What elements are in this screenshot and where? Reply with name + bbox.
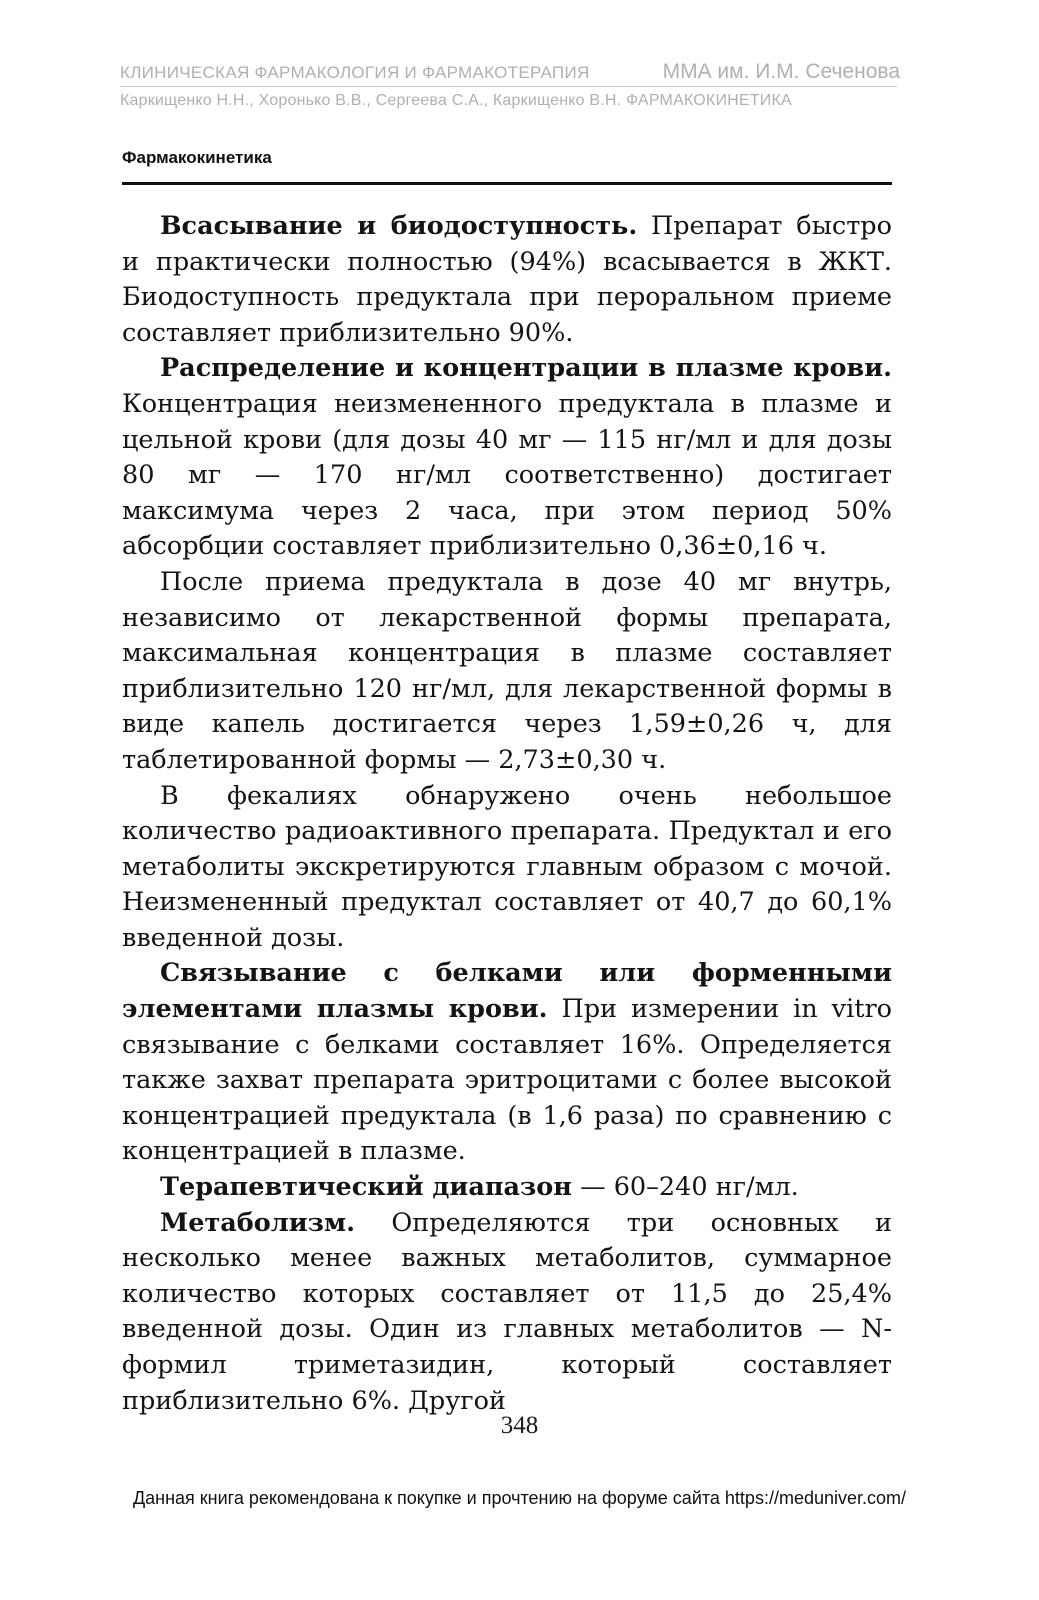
- header-authors: Каркищенко Н.Н., Хоронько В.В., Сергеева С.А., Каркищенко В.Н. ФАРМАКОКИНЕТИКА: [120, 92, 792, 109]
- header-publisher: ММА им. И.М. Сеченова: [662, 60, 900, 83]
- header-book-title: КЛИНИЧЕСКАЯ ФАРМАКОЛОГИЯ И ФАРМАКОТЕРАПИЯ: [120, 63, 590, 82]
- paragraph-lead: Связывание с белками или форменными элементами плазмы крови.: [122, 958, 892, 1025]
- paragraph: [122, 1206, 892, 1420]
- page-number: 348: [500, 1412, 539, 1439]
- paragraph: [122, 351, 892, 565]
- section-divider: [122, 182, 892, 185]
- paragraph-lead: Метаболизм.: [160, 1207, 355, 1238]
- paragraph-text: Концентрация неизмененного предуктала в плазме и цельной крови (для дозы 40 мг — 115 нг/мл и для дозы 80 мг — 170 нг/мл соответственно) достигает максимума через 2 часа, при этом период 50% абсорбции составляет приблизительно 0,36±0,16 ч.: [122, 388, 892, 562]
- paragraph: [122, 565, 892, 779]
- body-text: [122, 209, 892, 1419]
- paragraph-text: В фекалиях обнаружено очень небольшое количество радиоактивного препарата. Предуктал и его метаболиты экскретируются главным образом с мочой. Неизмененный предуктал составляет от 40,7 до 60,1% введенной дозы.: [122, 780, 892, 953]
- paragraph-lead: Терапевтический диапазон: [160, 1172, 572, 1203]
- paragraph: [122, 1170, 892, 1206]
- paragraph-text: Препарат быстро и практически полностью (94%) всасывается в ЖКТ. Биодоступность предуктала при пероральном приеме составляет приблизительно 90%.: [122, 211, 892, 348]
- footer-notice: Данная книга рекомендована к покупке и прочтению на форуме сайта https://meduniver.com/: [132, 1488, 907, 1508]
- paragraph-text: Определяются три основных и несколько менее важных метаболитов, суммарное количество которых составляет от 11,5 до 25,4% введенной дозы. Один из главных метаболитов — N-формил триметазидин, который составляет приблизительно 6%. Другой: [122, 1207, 892, 1416]
- paragraph-text: После приема предуктала в дозе 40 мг внутрь, независимо от лекарственной формы препарата, максимальная концентрация в плазме составляет приблизительно 120 нг/мл, для лекарственной формы в виде капель достигается через 1,59±0,26 ч, для таблетированной формы — 2,73±0,30 ч.: [122, 566, 892, 775]
- header-divider: [120, 86, 897, 87]
- paragraph: [122, 956, 892, 1170]
- paragraph-lead: Всасывание и биодоступность.: [160, 211, 638, 241]
- running-header: [120, 60, 900, 84]
- paragraph: [122, 779, 892, 957]
- paragraph: [122, 209, 892, 351]
- paragraph-lead: Распределение и концентрации в плазме крови.: [160, 353, 892, 384]
- section-title: Фармакокинетика: [122, 148, 272, 167]
- paragraph-text: — 60–240 нг/мл.: [571, 1172, 799, 1203]
- paragraph-text: При измерении in vitro связывание с белками составляет 16%. Определяется также захват препарата эритроцитами с более высокой концентрацией предуктала (в 1,6 раза) по сравнению с концентрацией в плазме.: [122, 994, 893, 1167]
